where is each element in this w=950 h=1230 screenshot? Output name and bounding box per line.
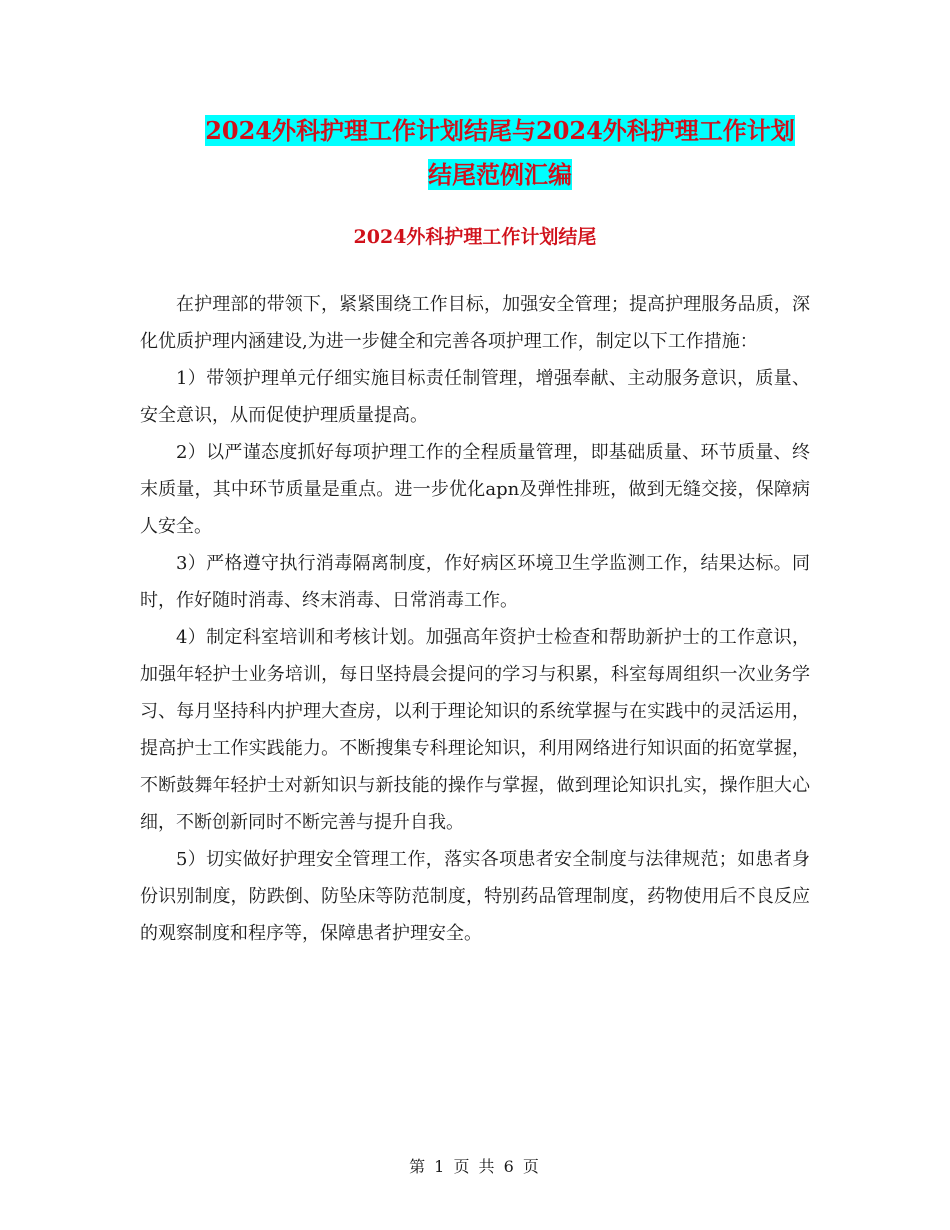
- section-heading: 2024外科护理工作计划结尾: [353, 226, 597, 248]
- paragraph-intro: 在护理部的带领下，紧紧围绕工作目标，加强安全管理；提高护理服务品质，深化优质护理内涵建设,为进一步健全和完善各项护理工作，制定以下工作措施：: [140, 294, 810, 352]
- paragraph-item-5: 5）切实做好护理安全管理工作，落实各项患者安全制度与法律规范；如患者身份识别制度，防跌倒、防坠床等防范制度，特别药品管理制度，药物使用后不良反应的观察制度和程序等，保障患者护理安全。: [140, 849, 810, 944]
- title-highlight-2: 结尾范例汇编: [428, 160, 572, 189]
- paragraph-item-1: 1）带领护理单元仔细实施目标责任制管理，增强奉献、主动服务意识，质量、安全意识，从而促使护理质量提高。: [140, 368, 810, 426]
- document-title-line-1: [150, 114, 850, 148]
- title-highlight-1: 2024外科护理工作计划结尾与2024外科护理工作计划: [205, 116, 795, 145]
- paragraph-item-4: 4）制定科室培训和考核计划。加强高年资护士检查和帮助新护士的工作意识，加强年轻护士业务培训，每日坚持晨会提问的学习与积累，科室每周组织一次业务学习、每月坚持科内护理大查房，以利于理论知识的系统掌握与在实践中的灵活运用，提高护士工作实践能力。不断搜集专科理论知识，利用网络进行知识面的拓宽掌握，不断鼓舞年轻护士对新知识与新技能的操作与掌握，做到理论知识扎实，操作胆大心细，不断创新同时不断完善与提升自我。: [140, 627, 810, 833]
- paragraph-item-2: 2）以严谨态度抓好每项护理工作的全程质量管理，即基础质量、环节质量、终末质量，其中环节质量是重点。进一步优化apn及弹性排班，做到无缝交接，保障病人安全。: [140, 442, 810, 537]
- document-body: [140, 286, 810, 952]
- document-title-line-2: [150, 158, 850, 192]
- paragraph-item-3: 3）严格遵守执行消毒隔离制度，作好病区环境卫生学监测工作，结果达标。同时，作好随时消毒、终末消毒、日常消毒工作。: [140, 553, 810, 611]
- page-number-footer: 第 1 页 共 6 页: [409, 1157, 541, 1176]
